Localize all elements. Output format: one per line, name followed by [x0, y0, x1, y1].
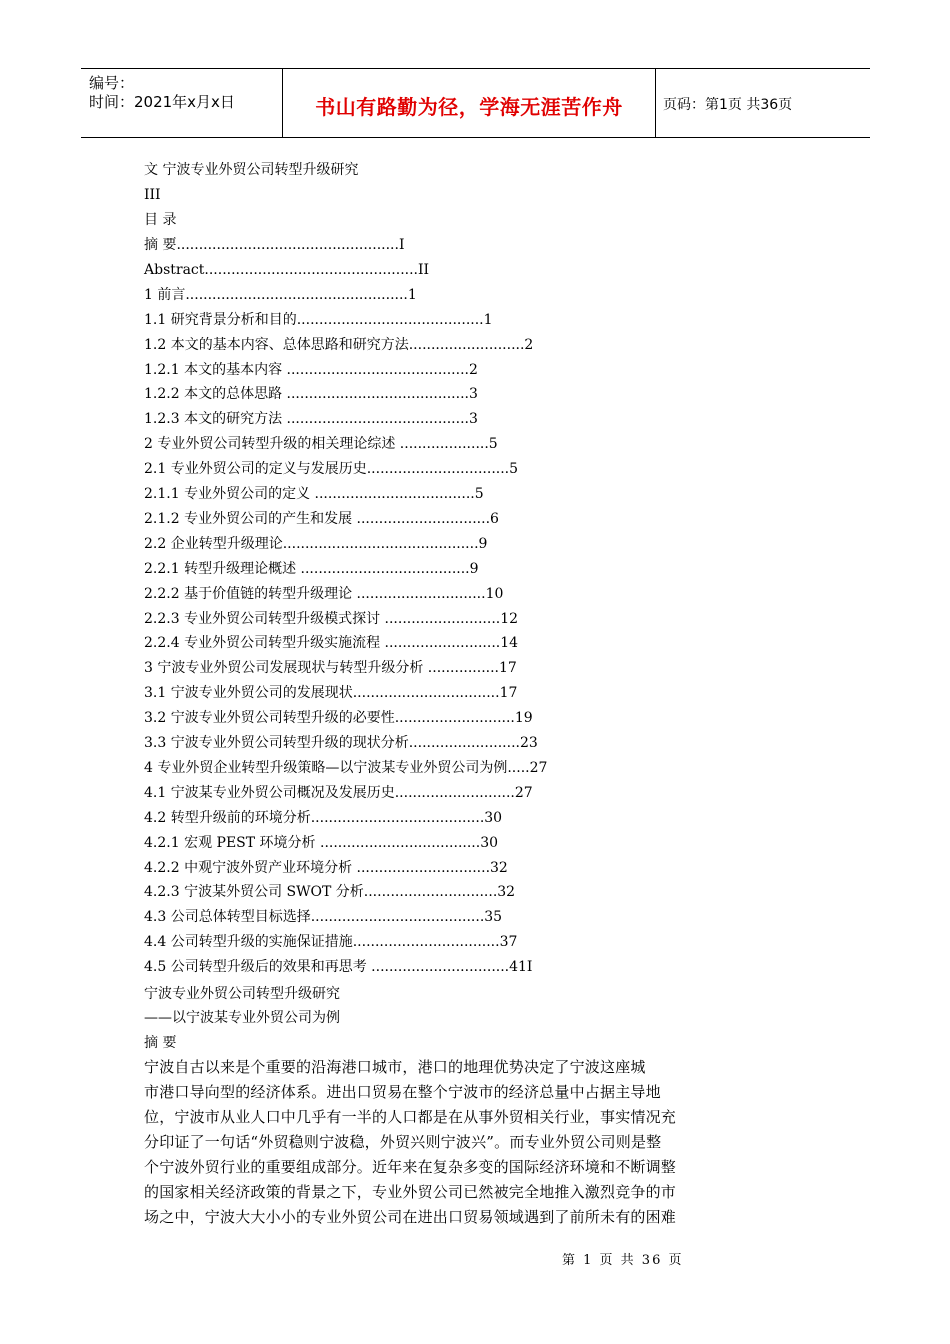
abstract-line: 位，宁波市从业人口中几乎有一半的人口都是在从事外贸相关行业，事实情况充 — [144, 1108, 677, 1126]
toc-entry: 2.2.1 转型升级理论概述 ......................................9 — [144, 560, 479, 577]
abstract-line: 场之中，宁波大大小小的专业外贸公司在进出口贸易领域遇到了前所未有的困难 — [144, 1208, 677, 1226]
toc-entry: 1.2.3 本文的研究方法 .........................................3 — [144, 411, 478, 428]
time-label: 时间：2021年x月x日 — [89, 93, 235, 111]
document-title-line: 文 宁波专业外贸公司转型升级研究 — [144, 162, 359, 178]
toc-entry: 4 专业外贸企业转型升级策略—以宁波某专业外贸公司为例.....27 — [144, 759, 548, 776]
abstract-line: 宁波自古以来是个重要的沿海港口城市，港口的地理优势决定了宁波这座城 — [144, 1058, 646, 1076]
motto: 书山有路勤为径，学海无涯苦作舟 — [315, 95, 623, 119]
toc-entry: 2.2 企业转型升级理论............................................9 — [144, 535, 488, 552]
toc-heading: 目 录 — [144, 212, 177, 228]
page-label: 页码：第1页 共36页 — [663, 97, 793, 113]
toc-entry: 1.2.1 本文的基本内容 .........................................2 — [144, 361, 478, 378]
toc-entry: 4.5 公司转型升级后的效果和再思考 ...............................41I — [144, 959, 533, 976]
main-title: 宁波专业外贸公司转型升级研究 — [144, 986, 340, 1002]
abstract-line: 个宁波外贸行业的重要组成部分。近年来在复杂多变的国际经济环境和不断调整 — [144, 1158, 677, 1176]
page-footer: 第 1 页 共 36 页 — [562, 1253, 684, 1268]
toc-entry: 3 宁波专业外贸公司发展现状与转型升级分析 ................17 — [144, 660, 517, 677]
toc-entry: 4.2 转型升级前的环境分析.......................................30 — [144, 809, 503, 826]
toc-entry: 3.3 宁波专业外贸公司转型升级的现状分析.........................23 — [144, 735, 538, 751]
number-label: 编号： — [89, 74, 135, 92]
toc-entry: 4.2.2 中观宁波外贸产业环境分析 ..............................32 — [144, 859, 508, 876]
toc-entry: 2.2.4 专业外贸公司转型升级实施流程 ..........................14 — [144, 635, 519, 652]
header-table — [81, 68, 870, 138]
abstract-heading: 摘 要 — [144, 1035, 177, 1051]
abstract-line: 市港口导向型的经济体系。进出口贸易在整个宁波市的经济总量中占据主导地 — [144, 1083, 661, 1101]
toc-entry: 2.2.2 基于价值链的转型升级理论 .............................10 — [144, 585, 504, 602]
toc-entry: 3.1 宁波专业外贸公司的发展现状.................................17 — [144, 685, 518, 702]
toc-entry: 1.2.2 本文的总体思路 .........................................3 — [144, 386, 478, 403]
header-info-cell — [81, 69, 282, 137]
subtitle: ——以宁波某专业外贸公司为例 — [144, 1010, 340, 1026]
toc-entry: 2.1 专业外贸公司的定义与发展历史................................5 — [144, 461, 519, 478]
toc-entry: 2 专业外贸公司转型升级的相关理论综述 ....................5 — [144, 436, 498, 453]
toc-entry: 4.4 公司转型升级的实施保证措施.................................37 — [144, 934, 518, 951]
header-motto-cell — [282, 69, 656, 137]
toc-entry: 4.1 宁波某专业外贸公司概况及发展历史...........................27 — [144, 784, 533, 801]
toc-entry: 2.1.1 专业外贸公司的定义 ....................................5 — [144, 486, 484, 502]
toc-entry: 摘 要..................................................I — [144, 237, 405, 253]
abstract-line: 的国家相关经济政策的背景之下，专业外贸公司已然被完全地推入激烈竞争的市 — [144, 1183, 677, 1201]
abstract-line: 分印证了一句话“外贸稳则宁波稳，外贸兴则宁波兴”。而专业外贸公司则是整 — [144, 1133, 662, 1151]
toc-entry: 2.2.3 专业外贸公司转型升级模式探讨 ..........................12 — [144, 610, 519, 627]
toc-entry: 4.2.1 宏观 PEST 环境分析 ....................................30 — [144, 834, 499, 851]
toc-entry: 4.3 公司总体转型目标选择.......................................35 — [144, 909, 503, 926]
toc-entry: 1 前言..................................................1 — [144, 286, 417, 303]
toc-entry: Abstract................................................II — [144, 261, 430, 278]
roman-page-number: III — [144, 187, 161, 203]
toc-entry: 3.2 宁波专业外贸公司转型升级的必要性...........................19 — [144, 710, 533, 727]
toc-entry: 1.1 研究背景分析和目的..........................................1 — [144, 311, 493, 328]
toc-entry: 4.2.3 宁波某外贸公司 SWOT 分析..............................32 — [144, 884, 516, 901]
header-page-cell — [655, 69, 870, 137]
toc-entry: 2.1.2 专业外贸公司的产生和发展 ..............................6 — [144, 510, 499, 527]
toc-entry: 1.2 本文的基本内容、总体思路和研究方法..........................2 — [144, 336, 534, 353]
